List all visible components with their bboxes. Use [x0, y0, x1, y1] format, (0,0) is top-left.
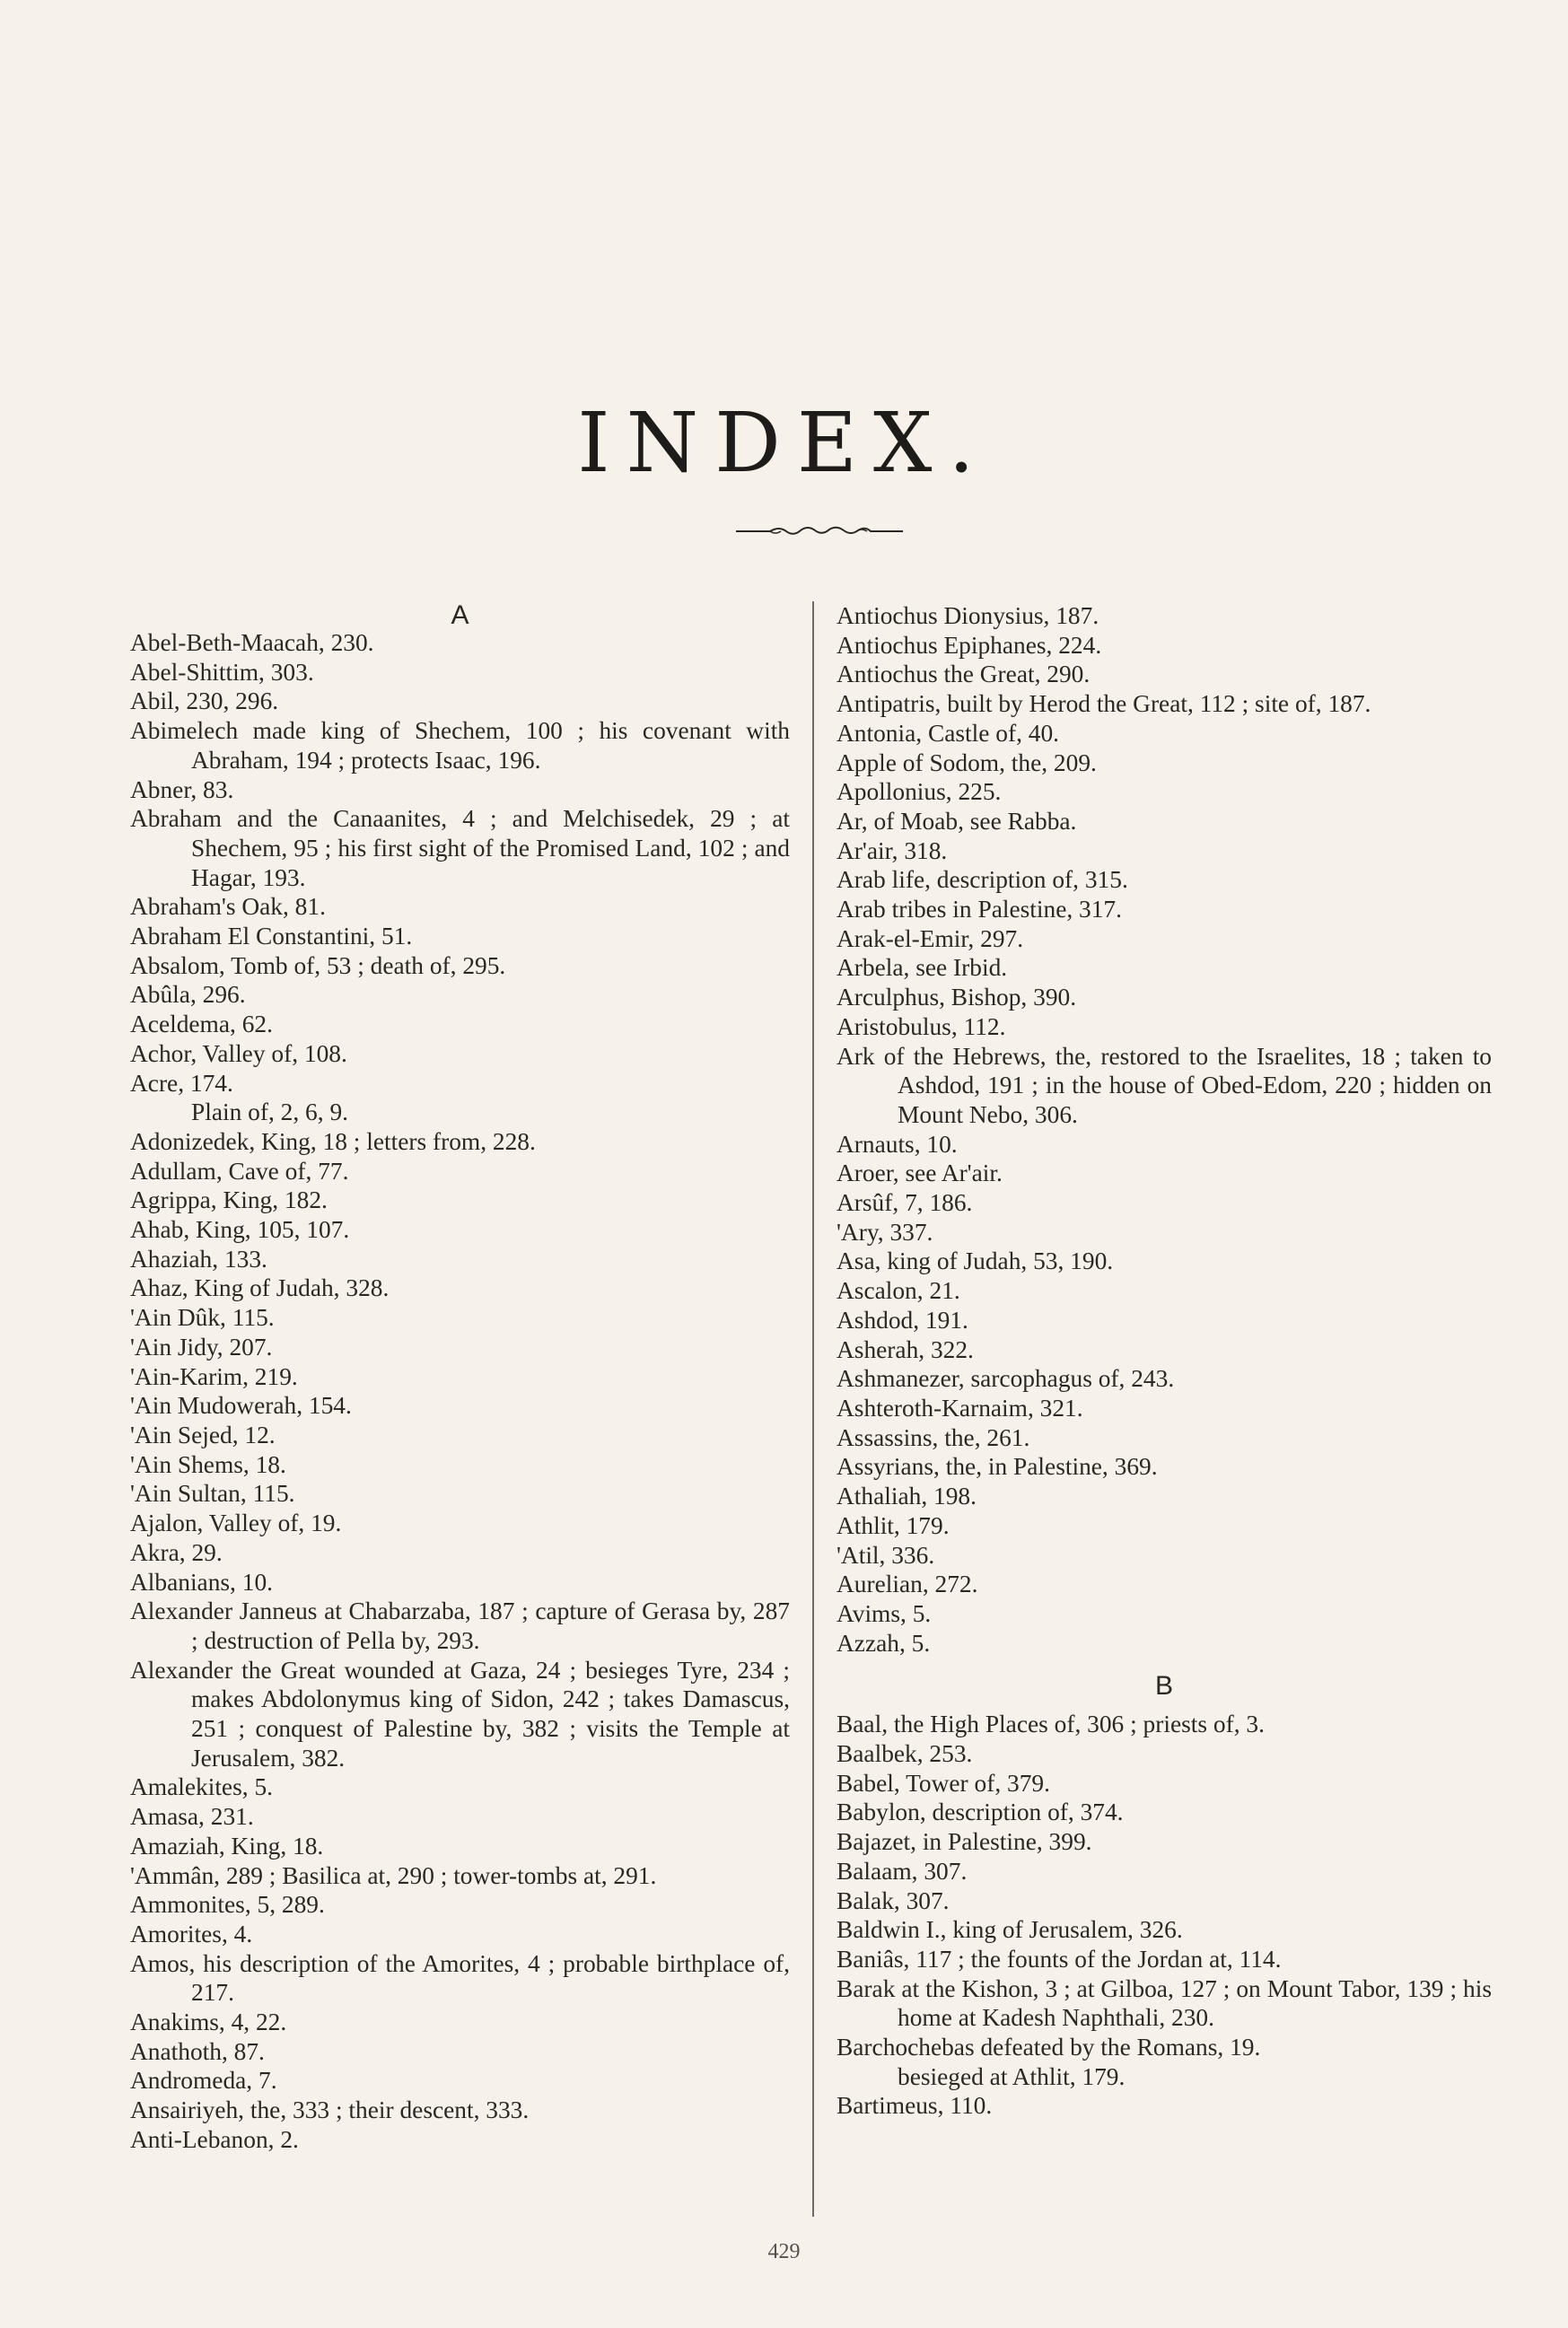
- index-entry: Anathoth, 87.: [130, 2037, 265, 2065]
- index-entry: Baalbek, 253.: [837, 1740, 973, 1768]
- index-entry: Antiochus Dionysius, 187.: [837, 602, 1099, 629]
- index-entry: Bartimeus, 110.: [837, 2092, 993, 2120]
- index-entry: Andromeda, 7.: [130, 2067, 277, 2095]
- index-entry: Amalekites, 5.: [130, 1773, 273, 1801]
- index-entry: besieged at Athlit, 179.: [898, 2062, 1126, 2090]
- index-entry: Arab tribes in Palestine, 317.: [837, 896, 1122, 923]
- section-letter-b: B: [1154, 1671, 1173, 1702]
- index-entry: Acre, 174.: [130, 1069, 233, 1097]
- index-entry: Alexander the Great wounded at Gaza, 24 ; besieges Tyre, 234 ; makes Abdolonymus king of Sidon, 242 ; takes Damascus, 251 ; conquest of Palestine by, 382 ; visits the Temple at Jerusalem, 382.: [130, 1656, 790, 1772]
- index-entry: 'Ain Sultan, 115.: [130, 1480, 295, 1508]
- index-entry: Athlit, 179.: [837, 1511, 950, 1539]
- index-entry: Azzah, 5.: [837, 1629, 931, 1657]
- index-entry: Avims, 5.: [837, 1599, 932, 1627]
- index-entry: Arnauts, 10.: [837, 1130, 958, 1158]
- section-letter-a: A: [451, 600, 469, 630]
- index-entry: Ahab, King, 105, 107.: [130, 1216, 350, 1244]
- index-entry: Arculphus, Bishop, 390.: [837, 984, 1077, 1011]
- index-entry: Balak, 307.: [837, 1886, 950, 1914]
- index-entry: 'Ain Mudowerah, 154.: [130, 1392, 352, 1420]
- index-entry: Abil, 230, 296.: [130, 687, 279, 715]
- index-entry: 'Ain-Karim, 219.: [130, 1362, 298, 1390]
- index-entry: Amaziah, King, 18.: [130, 1832, 324, 1860]
- index-entry: Albanians, 10.: [130, 1568, 273, 1596]
- index-entry: Ahaz, King of Judah, 328.: [130, 1274, 390, 1302]
- index-entry: Apple of Sodom, the, 209.: [837, 748, 1097, 776]
- index-entry: Adullam, Cave of, 77.: [130, 1157, 349, 1185]
- index-entry: Barchochebas defeated by the Romans, 19.: [837, 2034, 1261, 2061]
- index-entry: 'Ary, 337.: [837, 1218, 933, 1246]
- index-entry: Ascalon, 21.: [837, 1277, 960, 1305]
- index-entry: Ashteroth-Karnaim, 321.: [837, 1394, 1083, 1422]
- index-entry: Arak-el-Emir, 297.: [837, 924, 1024, 952]
- index-entry: Antiochus the Great, 290.: [837, 661, 1091, 688]
- index-entry: Agrippa, King, 182.: [130, 1186, 328, 1214]
- page-number: 429: [767, 2240, 801, 2263]
- index-entry: Abraham and the Canaanites, 4 ; and Melchisedek, 29 ; at Shechem, 95 ; his first sight of the Promised Land, 102 ; and Hagar, 193.: [130, 805, 790, 891]
- index-entry: Athaliah, 198.: [837, 1483, 977, 1510]
- index-entry: Aristobulus, 112.: [837, 1012, 1006, 1040]
- index-entry: Abimelech made king of Shechem, 100 ; his covenant with Abraham, 194 ; protects Isaac, 196.: [130, 717, 790, 774]
- index-entry: Abraham El Constantini, 51.: [130, 923, 413, 950]
- page-title: INDEX.: [577, 395, 991, 491]
- index-entry: Ashmanezer, sarcophagus of, 243.: [837, 1365, 1175, 1393]
- index-entry: Arsûf, 7, 186.: [837, 1189, 973, 1217]
- index-entry: Antiochus Epiphanes, 224.: [837, 631, 1102, 659]
- index-entry: 'Atil, 336.: [837, 1541, 935, 1569]
- index-entry: 'Ain Jidy, 207.: [130, 1333, 273, 1361]
- index-entry: Baniâs, 117 ; the founts of the Jordan at, 114.: [837, 1945, 1282, 1973]
- index-entry: 'Ain Sejed, 12.: [130, 1421, 276, 1448]
- index-entry: Apollonius, 225.: [837, 778, 1002, 806]
- index-entry: Amorites, 4.: [130, 1920, 253, 1947]
- index-entry: Babel, Tower of, 379.: [837, 1769, 1050, 1797]
- decorative-ornament: [734, 522, 905, 538]
- index-entry: Ashdod, 191.: [837, 1306, 968, 1334]
- entry-list-b: [837, 1710, 1492, 2121]
- index-entry: Aroer, see Ar'air.: [837, 1160, 1003, 1187]
- index-entry: Akra, 29.: [130, 1538, 223, 1566]
- index-entry: Aurelian, 272.: [837, 1571, 978, 1598]
- index-entry: Alexander Janneus at Chabarzaba, 187 ; capture of Gerasa by, 287 ; destruction of Pella by, 293.: [130, 1597, 790, 1654]
- index-entry: Asa, king of Judah, 53, 190.: [837, 1247, 1114, 1275]
- index-entry: Babylon, description of, 374.: [837, 1799, 1124, 1826]
- index-entry: Baal, the High Places of, 306 ; priests of, 3.: [837, 1711, 1265, 1738]
- index-entry: Assassins, the, 261.: [837, 1423, 1030, 1451]
- index-entry: Abraham's Oak, 81.: [130, 893, 326, 921]
- index-entry: Bajazet, in Palestine, 399.: [837, 1828, 1092, 1856]
- entry-list-a: [130, 628, 790, 2155]
- index-entry: Balaam, 307.: [837, 1857, 968, 1885]
- index-entry: Assyrians, the, in Palestine, 369.: [837, 1453, 1158, 1481]
- index-entry: Ar, of Moab, see Rabba.: [837, 807, 1077, 835]
- index-entry: Ar'air, 318.: [837, 836, 948, 864]
- entry-list-a-continued: [837, 601, 1492, 1658]
- index-entry: Ajalon, Valley of, 19.: [130, 1510, 342, 1537]
- index-entry: Anakims, 4, 22.: [130, 2009, 287, 2036]
- index-entry: Abel-Shittim, 303.: [130, 658, 314, 686]
- index-entry: Anti-Lebanon, 2.: [130, 2125, 299, 2153]
- index-entry: Ahaziah, 133.: [130, 1245, 267, 1273]
- column-divider: [812, 601, 814, 2217]
- index-entry: 'Ain Shems, 18.: [130, 1450, 286, 1478]
- index-entry: Antipatris, built by Herod the Great, 112 ; site of, 187.: [837, 690, 1371, 718]
- index-entry: Plain of, 2, 6, 9.: [191, 1098, 348, 1126]
- index-entry: Absalom, Tomb of, 53 ; death of, 295.: [130, 951, 506, 979]
- index-entry: Arab life, description of, 315.: [837, 866, 1128, 894]
- index-entry: 'Ammân, 289 ; Basilica at, 290 ; tower-tombs at, 291.: [130, 1861, 657, 1889]
- index-entry: 'Ain Dûk, 115.: [130, 1304, 275, 1332]
- index-column-right: [837, 601, 1492, 2121]
- index-entry: Asherah, 322.: [837, 1335, 974, 1363]
- index-entry: Abûla, 296.: [130, 981, 246, 1009]
- index-entry: Arbela, see Irbid.: [837, 954, 1008, 982]
- index-entry: Achor, Valley of, 108.: [130, 1039, 347, 1067]
- index-entry: Ark of the Hebrews, the, restored to the Israelites, 18 ; taken to Ashdod, 191 ; in the house of Obed-Edom, 220 ; hidden on Mount Nebo, 306.: [837, 1042, 1492, 1128]
- index-entry: Abel-Beth-Maacah, 230.: [130, 629, 374, 656]
- index-entry: Aceldema, 62.: [130, 1011, 273, 1038]
- index-entry: Ammonites, 5, 289.: [130, 1891, 325, 1919]
- index-entry: Abner, 83.: [130, 775, 234, 803]
- index-column-left: [130, 600, 790, 2155]
- index-entry: Amos, his description of the Amorites, 4 ; probable birthplace of, 217.: [130, 1949, 790, 2007]
- index-entry: Antonia, Castle of, 40.: [837, 719, 1060, 747]
- index-entry: Barak at the Kishon, 3 ; at Gilboa, 127 ; on Mount Tabor, 139 ; his home at Kadesh Naphthali, 230.: [837, 1974, 1492, 2032]
- index-entry: Adonizedek, King, 18 ; letters from, 228.: [130, 1127, 536, 1155]
- index-entry: Baldwin I., king of Jerusalem, 326.: [837, 1916, 1183, 1944]
- index-entry: Ansairiyeh, the, 333 ; their descent, 333.: [130, 2096, 530, 2124]
- index-entry: Amasa, 231.: [130, 1803, 254, 1831]
